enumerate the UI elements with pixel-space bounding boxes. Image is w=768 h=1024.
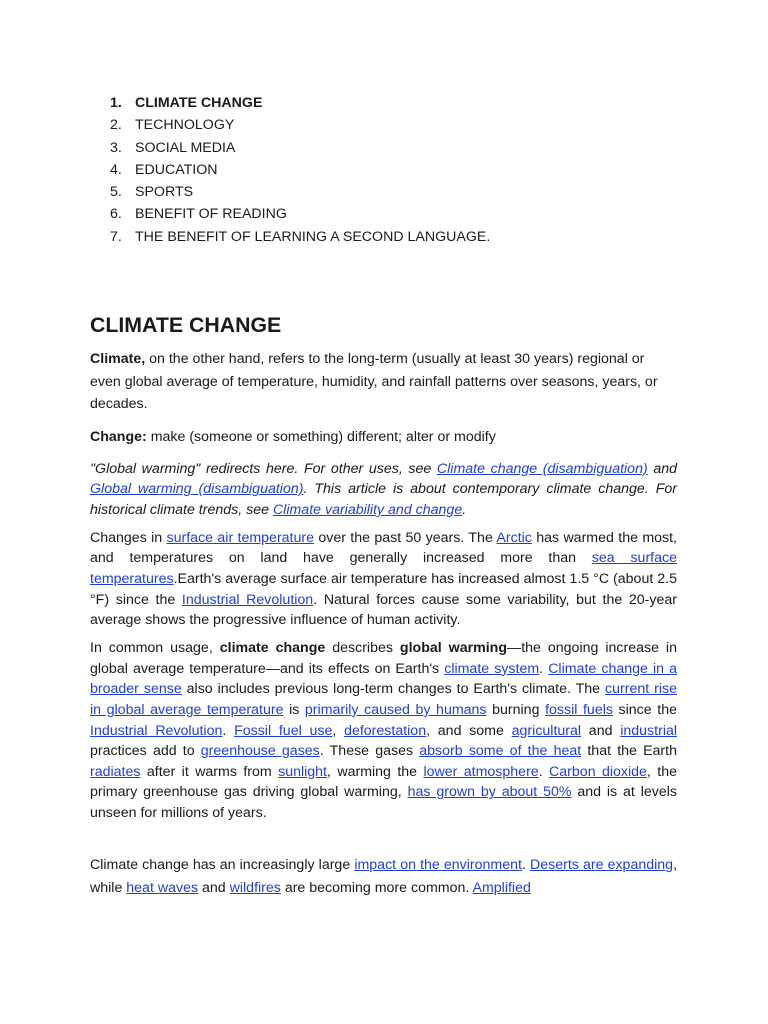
link-greenhouse-gases[interactable]: greenhouse gases — [200, 743, 320, 760]
paragraph-text: is — [283, 701, 305, 718]
link-sunlight[interactable]: sunlight — [278, 763, 327, 780]
link-industrial[interactable]: industrial — [620, 722, 678, 739]
bold-term: global warming — [399, 640, 507, 657]
link-surface-air-temperature[interactable]: surface air temperature — [166, 529, 315, 546]
link-climate-change-disambiguation[interactable]: Climate change (disambiguation) — [436, 460, 648, 477]
paragraph-text: —the ongoing increase in global average temperature—and its effects on Earth's — [90, 640, 677, 677]
climate-definition — [90, 348, 677, 416]
paragraph-text: , and some — [426, 722, 512, 739]
paragraph-text: . — [222, 722, 235, 739]
definition-text: on the other hand, refers to the long-term (usually at least 30 years) regional or even global average of temperature, humidity, and rainfall patterns over seasons, years, or decades. — [90, 351, 658, 412]
topic-label: SOCIAL MEDIA — [135, 139, 236, 156]
topic-number: 6. — [110, 206, 122, 223]
topic-label: CLIMATE CHANGE — [135, 95, 263, 111]
link-absorb-heat[interactable]: absorb some of the heat — [419, 743, 582, 760]
hatnote — [90, 459, 677, 521]
link-climate-change-broader-sense[interactable]: Climate change in a broader sense — [90, 660, 677, 698]
link-industrial-revolution-2[interactable]: Industrial Revolution — [90, 722, 223, 739]
paragraph-text: and — [581, 722, 621, 739]
topic-label: THE BENEFIT OF LEARNING A SECOND LANGUAGE. — [135, 228, 491, 245]
link-industrial-revolution[interactable]: Industrial Revolution — [181, 591, 314, 608]
paragraph-text: . Natural forces cause some variability, but the 20-year average shows the progressive influence of human activity. — [90, 591, 678, 629]
link-primarily-caused-by-humans[interactable]: primarily caused by humans — [304, 701, 487, 718]
hatnote-text: and — [647, 460, 678, 477]
topic-item-benefit-of-reading[interactable] — [110, 203, 490, 225]
definition-term: Change: — [90, 428, 147, 445]
link-fossil-fuels[interactable]: fossil fuels — [545, 701, 613, 718]
paragraph-text: Climate change has an increasingly large — [90, 857, 355, 874]
link-heat-waves[interactable]: heat waves — [126, 879, 199, 896]
paragraph-text: . — [539, 660, 549, 677]
paragraph-text: burning — [486, 701, 546, 718]
topic-item-education[interactable] — [110, 159, 490, 181]
link-amplified[interactable]: Amplified — [472, 879, 531, 896]
link-climate-system[interactable]: climate system — [444, 660, 540, 677]
paragraph-text: since the — [612, 701, 677, 718]
topic-item-climate-change[interactable] — [110, 92, 490, 114]
article-body — [90, 314, 677, 899]
definition-term: Climate, — [90, 351, 146, 367]
topic-label: EDUCATION — [135, 161, 218, 178]
paragraph-text: over the past 50 years. The — [314, 529, 497, 546]
topic-number: 5. — [110, 184, 122, 201]
paragraph-text: , while — [90, 857, 678, 896]
paragraph-text: and — [198, 879, 230, 896]
link-current-rise-temperature[interactable]: current rise in global average temperature — [90, 681, 677, 718]
topic-item-technology[interactable] — [110, 114, 490, 136]
impact-paragraph — [90, 854, 677, 899]
link-radiates[interactable]: radiates — [90, 763, 141, 780]
link-global-warming-disambiguation[interactable]: Global warming (disambiguation) — [90, 481, 304, 498]
definition-text: make (someone or something) different; alter or modify — [146, 428, 496, 445]
link-agricultural[interactable]: agricultural — [511, 722, 582, 739]
hatnote-text: . — [462, 501, 467, 518]
link-impact-on-environment[interactable]: impact on the environment — [354, 857, 522, 874]
link-fossil-fuel-use[interactable]: Fossil fuel use — [234, 722, 333, 739]
paragraph-text: In common usage, — [90, 640, 220, 657]
link-climate-variability[interactable]: Climate variability and change — [272, 501, 463, 518]
paragraph-text: , warming the — [327, 763, 424, 780]
hatnote-text: "Global warming" redirects here. For other uses, see — [90, 460, 437, 477]
link-lower-atmosphere[interactable]: lower atmosphere — [423, 763, 539, 780]
paragraph-text: , the primary greenhouse gas driving global warming, — [90, 763, 677, 801]
surface-temperature-paragraph — [90, 528, 677, 632]
paragraph-text: and is at levels unseen for millions of years. — [90, 784, 678, 821]
topic-label: BENEFIT OF READING — [135, 206, 287, 223]
topic-number: 7. — [110, 228, 122, 245]
bold-term: climate change — [219, 640, 326, 657]
change-definition — [90, 426, 677, 448]
topic-item-second-language[interactable] — [110, 226, 490, 248]
hatnote-text: . This article is about contemporary climate change. For historical climate trends, see — [90, 481, 677, 518]
paragraph-text: .Earth's average surface air temperature has increased almost 1.5 °C (about 2.5 °F) since the — [90, 571, 677, 608]
paragraph-text: also includes previous long-term changes to Earth's climate. The — [181, 681, 606, 698]
link-deforestation[interactable]: deforestation — [344, 722, 427, 739]
topic-item-sports[interactable] — [110, 181, 490, 203]
topic-number: 3. — [110, 139, 122, 156]
paragraph-text: are becoming more common. — [280, 879, 473, 896]
link-wildfires[interactable]: wildfires — [229, 879, 281, 896]
link-grown-by-50-percent[interactable]: has grown by about 50% — [407, 784, 572, 801]
link-deserts-expanding[interactable]: Deserts are expanding — [530, 857, 674, 874]
paragraph-text: . — [521, 857, 530, 874]
topic-item-social-media[interactable] — [110, 137, 490, 159]
link-carbon-dioxide[interactable]: Carbon dioxide — [549, 763, 647, 780]
link-arctic[interactable]: Arctic — [496, 529, 532, 546]
paragraph-text: . — [538, 763, 550, 780]
paragraph-text: practices add to — [90, 743, 201, 760]
common-usage-paragraph — [90, 638, 677, 823]
link-sea-surface-temperatures[interactable]: sea surface temperatures — [90, 550, 677, 588]
paragraph-text: that the Earth — [581, 743, 677, 760]
topic-label: TECHNOLOGY — [135, 117, 235, 134]
topic-number: 1. — [110, 95, 122, 111]
topic-number: 2. — [110, 117, 122, 134]
topic-label: SPORTS — [135, 184, 194, 201]
paragraph-text: describes — [325, 640, 400, 657]
paragraph-text: has warmed the most, and temperatures on land have generally increased more than — [90, 529, 678, 567]
paragraph-text: . These gases — [319, 743, 420, 760]
topic-list — [110, 92, 490, 248]
section-heading: CLIMATE CHANGE — [90, 313, 282, 337]
paragraph-text: , — [332, 722, 345, 739]
paragraph-text: Changes in — [90, 529, 167, 546]
paragraph-text: after it warms from — [140, 763, 279, 780]
topic-number: 4. — [110, 161, 122, 178]
